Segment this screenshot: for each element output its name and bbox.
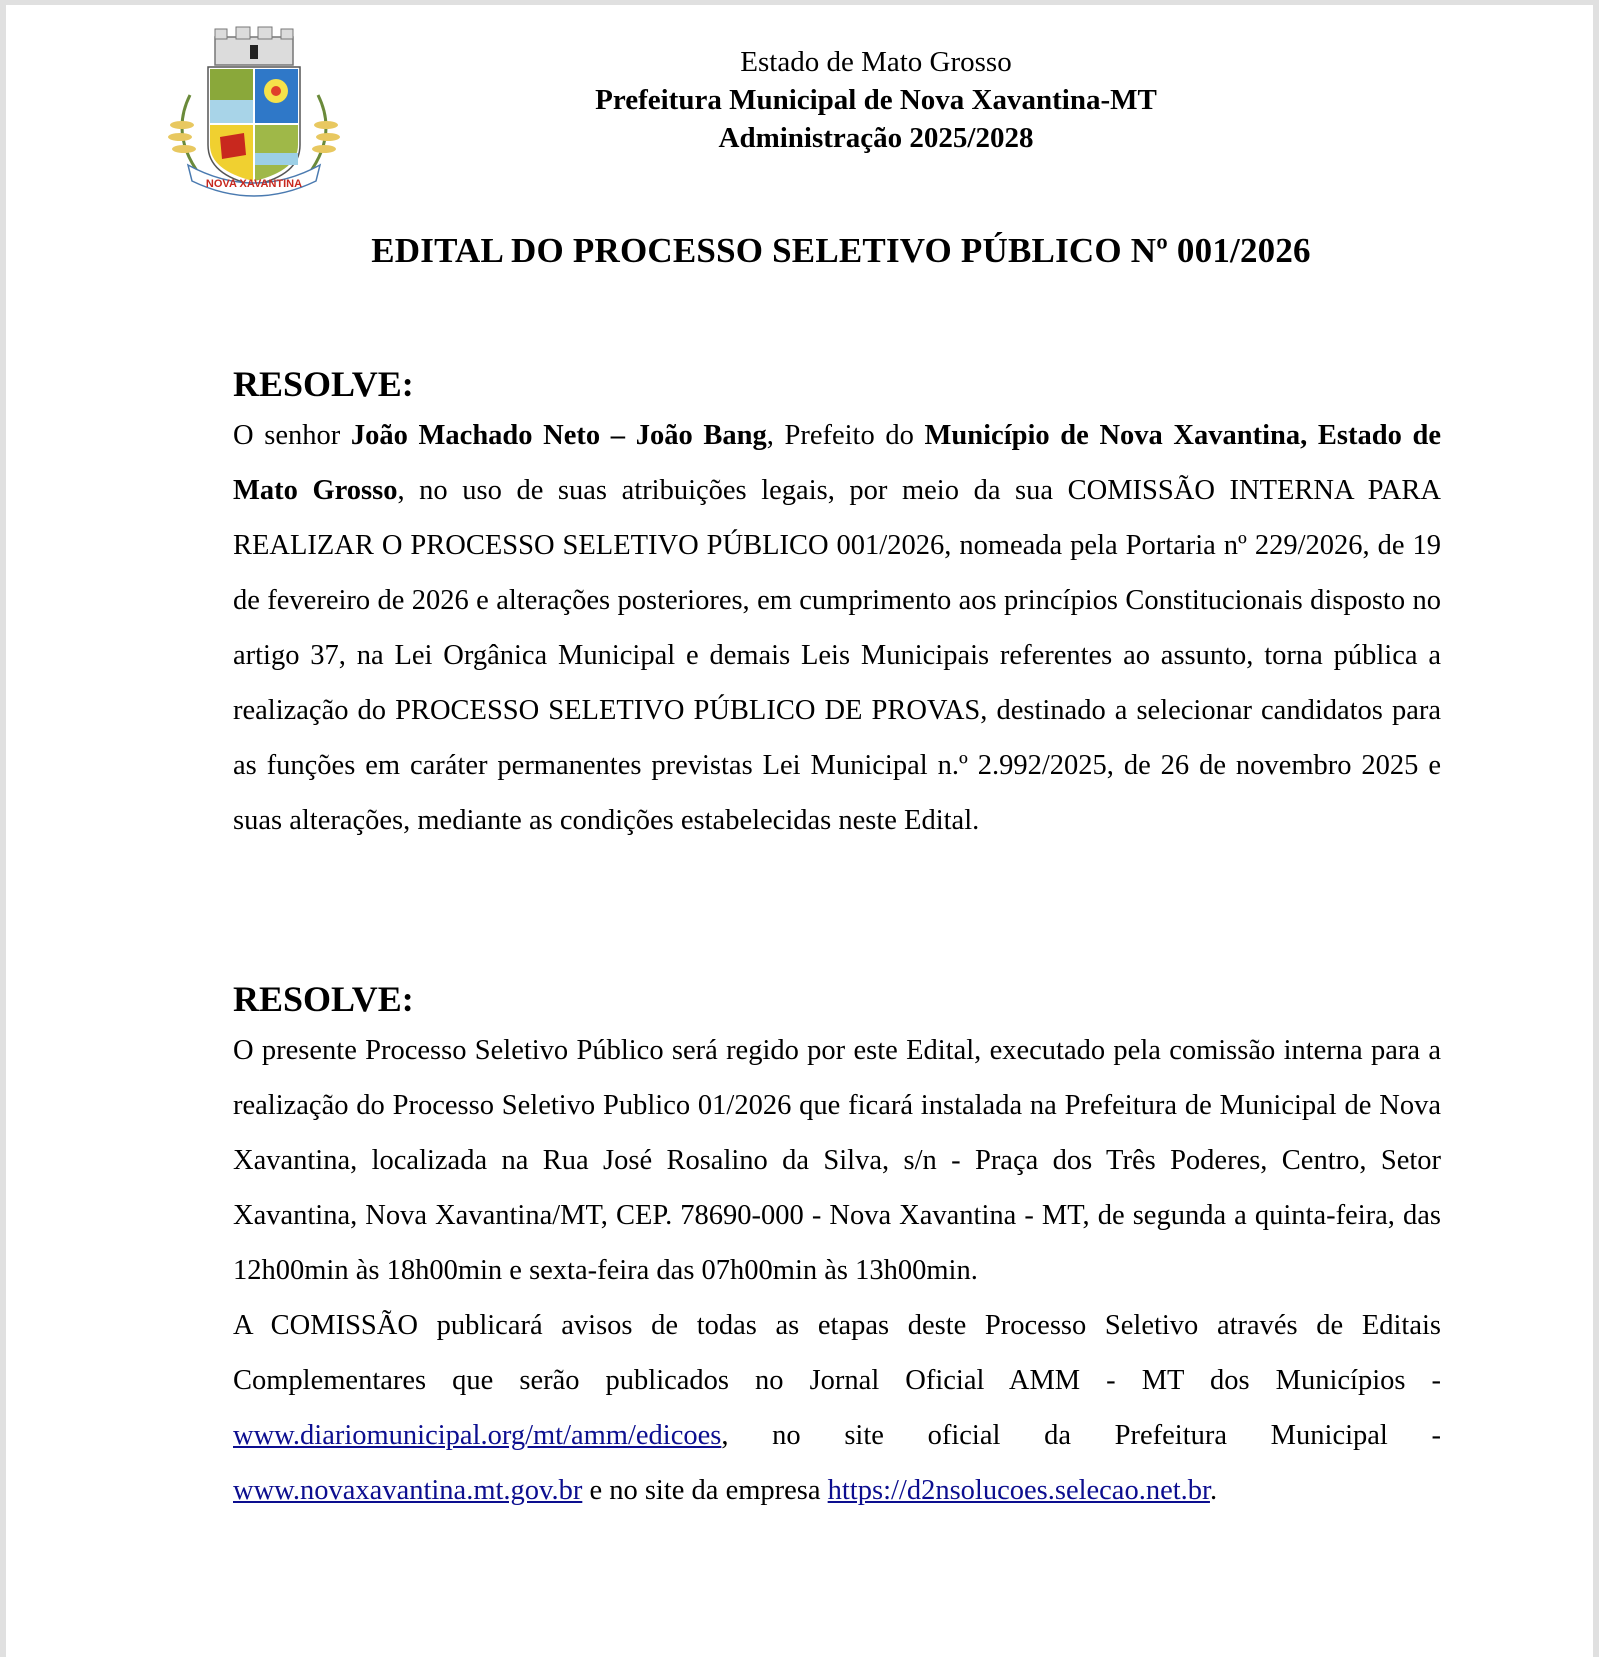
municipal-coat-of-arms-icon xyxy=(160,15,348,197)
state-name: Estado de Mato Grosso xyxy=(740,46,1012,78)
text-run: , no uso de suas atribuições legais, por meio da sua COMISSÃO INTERNA PARA REALIZAR O PROCESSO SELETIVO PÚBLICO 001/2026, nomeada pela Portaria nº 229/2026, de 19 de fevereiro de 2026 e alterações posteriores, em cumprimento aos princípios Constitucionais disposto no artigo 37, na Lei Orgânica Municipal e demais Leis Municipais referentes ao assunto, torna pública a realização do PROCESSO SELETIVO PÚBLICO DE PROVAS, destinado a selecionar candidatos para as funções em caráter permanentes previstas Lei Municipal n.º 2.992/2025, de 26 de novembro 2025 e suas alterações, mediante as condições estabelecidas neste Edital. xyxy=(233,475,1441,836)
text-run: , Prefeito do xyxy=(766,420,925,451)
municipality-name: Prefeitura Municipal de Nova Xavantina-MT xyxy=(595,84,1157,116)
document-title: EDITAL DO PROCESSO SELETIVO PÚBLICO Nº 001/2026 xyxy=(371,231,1311,270)
text-run: , no site oficial da Prefeitura Municipal - xyxy=(721,1420,1441,1451)
diario-municipal-link[interactable]: www.diariomunicipal.org/mt/amm/edicoes xyxy=(233,1420,722,1451)
section-2-paragraphs xyxy=(233,1023,1441,1518)
letterhead xyxy=(526,43,1226,157)
prefeitura-website-link[interactable]: www.novaxavantina.mt.gov.br xyxy=(233,1475,583,1506)
text-run: . xyxy=(1209,1475,1218,1506)
text-run: e no site da empresa xyxy=(582,1475,828,1506)
administration-period: Administração 2025/2028 xyxy=(718,122,1034,154)
section-heading-2: RESOLVE: xyxy=(233,979,414,1019)
section-2-paragraph-2 xyxy=(233,1298,1441,1518)
municipality-bold: Município de Nova Xavantina, Estado de Mato Grosso xyxy=(233,420,1441,506)
text-run: A COMISSÃO publicará avisos de todas as etapas deste Processo Seletivo através de Editais Complementares que serão publicados no Jornal Oficial AMM - MT dos Municípios - xyxy=(233,1310,1441,1396)
company-website-link[interactable]: https://d2nsolucoes.selecao.net.br xyxy=(827,1475,1210,1506)
section-heading-1: RESOLVE: xyxy=(233,364,414,404)
mayor-name: João Machado Neto – João Bang xyxy=(350,420,767,451)
section-1-paragraph xyxy=(233,408,1441,848)
document-page xyxy=(6,5,1593,1657)
section-2-paragraph-1: O presente Processo Seletivo Público será regido por este Edital, executado pela comissão interna para a realização do Processo Seletivo Publico 01/2026 que ficará instalada na Prefeitura de Municipal de Nova Xavantina, localizada na Rua José Rosalino da Silva, s/n - Praça dos Três Poderes, Centro, Setor Xavantina, Nova Xavantina/MT, CEP. 78690-000 - Nova Xavantina - MT, de segunda a quinta-feira, das 12h00min às 18h00min e sexta-feira das 07h00min às 13h00min. xyxy=(233,1035,1441,1286)
svg-text:NOVA XAVANTINA: NOVA XAVANTINA xyxy=(205,178,303,190)
text-run: O senhor xyxy=(233,420,351,451)
